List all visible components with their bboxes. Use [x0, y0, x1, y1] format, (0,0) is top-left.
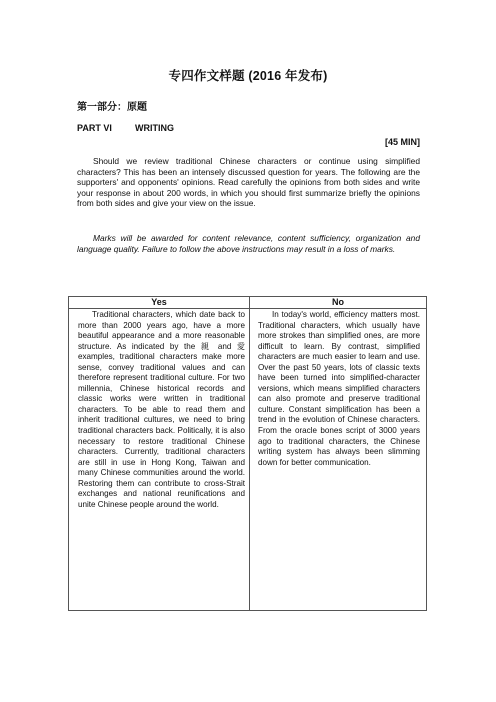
- opinions-table: [68, 296, 427, 611]
- time-limit: [45 MIN]: [384, 137, 420, 147]
- part-heading: [77, 123, 174, 133]
- yes-opinion-text: Traditional characters, which date back to more than 2000 years ago, have a more beautiful appearance and a more reasonable structure. As indicated by the 親 and 愛 examples, traditional characters make more sense, convey traditional values and can therefore represent traditional culture. For two millennia, Chinese historical records and classic works were written in traditional characters. To be able to read them and inherit traditional cultures, we need to bring traditional characters back. Politically, it is also necessary to restore traditional Chinese characters. Currently, traditional characters are still in use in Hong Kong, Taiwan and many Chinese communities around the world. Restoring them can contribute to cross-Strait exchanges and national reunifications and unite Chinese people around the world.: [78, 310, 245, 509]
- no-cell: [250, 309, 427, 611]
- yes-cell: [69, 309, 250, 611]
- section-heading: 第一部分：原题: [77, 102, 147, 113]
- header-yes: Yes: [69, 297, 250, 309]
- marks-note: Marks will be awarded for content relevance, content sufficiency, organization and language quality. Failure to follow the above instructions may result in a loss of marks.: [77, 233, 420, 254]
- part-name: WRITING: [135, 123, 174, 133]
- document-title: 专四作文样题 (2016 年发布): [168, 69, 328, 83]
- instructions-paragraph: Should we review traditional Chinese characters or continue using simplified characters? This has been an intensely discussed question for years. The following are the supporters' and opponents' opinions. Read carefully the opinions from both sides and write your response in about 200 words, in which you should first summarize briefly the opinions from both sides and give your view on the issue.: [77, 156, 420, 208]
- part-label: PART VI: [77, 123, 112, 133]
- no-opinion-text: In today's world, efficiency matters most. Traditional characters, which usually have more strokes than simplified ones, are more difficult to learn. By contrast, simplified characters are much easier to learn and use. Over the past 50 years, lots of classic texts have been turned into simplified-character versions, which means simplified characters can also promote and preserve traditional culture. Constant simplification has been a trend in the evolution of Chinese characters. From the oracle bones script of 3000 years ago to traditional characters, the Chinese writing system has always been slimming down for better communication.: [258, 310, 420, 467]
- header-no: No: [250, 297, 427, 309]
- table-row: [69, 309, 427, 611]
- table-header-row: [69, 297, 427, 309]
